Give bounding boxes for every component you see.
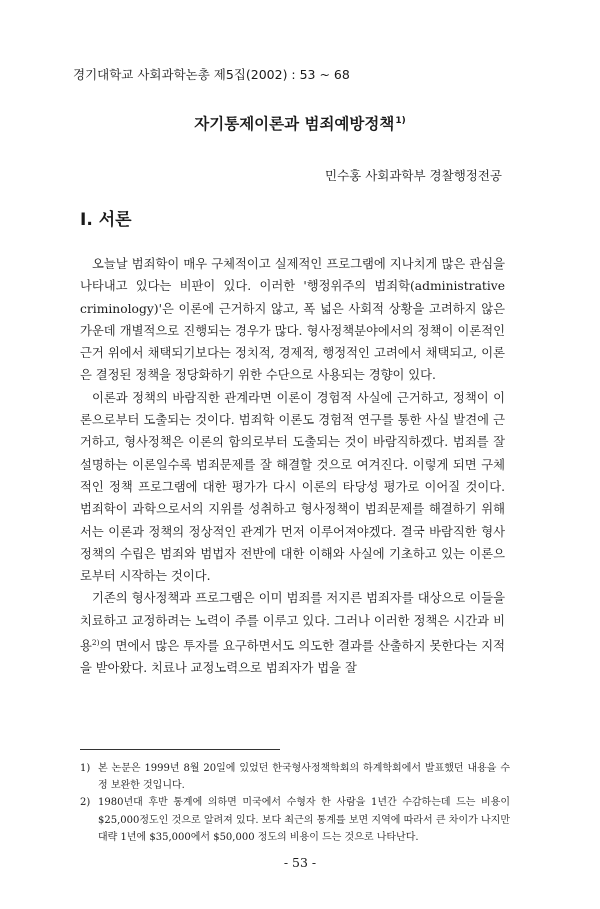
body-text: [80, 253, 505, 680]
footnote-text: 1980년대 후반 통계에 의하면 미국에서 수형자 한 사람을 1년간 수감하는데 드는 비용이 $25,000정도인 것으로 알려져 있다. 보다 최근의 통계를 보면 지역에 따라서 큰 차이가 나지만 대략 1년에 $35,000에서 $50,000 정도의 비용이 드는 것으로 나타난다.: [98, 797, 510, 843]
article-title: [0, 112, 600, 134]
footnote-number: 2): [80, 797, 91, 809]
section-heading: Ⅰ. 서론: [80, 210, 132, 230]
footnote: [80, 760, 510, 794]
footnotes: [80, 760, 510, 846]
paragraph: 이론과 정책의 바람직한 관계라면 이론이 경험적 사실에 근거하고, 정책이 이론으로부터 도출되는 것이다. 범죄학 이론도 경험적 연구를 통한 사실 발견에 근거하고, 형사정책은 이론의 함의로부터 도출되는 것이 바람직하겠다. 범죄를 잘 설명하는 이론일수록 범죄문제를 잘 해결할 것으로 여겨진다. 이렇게 되면 구체적인 정책 프로그램에 대한 평가가 다시 이론의 타당성 평가로 이어질 것이다. 범죄학이 과학으로서의 지위를 성취하고 형사정책이 범죄문제를 해결하기 위해서는 이론과 정책의 정상적인 관계가 먼저 이루어져야겠다. 결국 바람직한 형사정책의 수립은 범죄와 범법자 전반에 대한 이해와 사실에 기초하고 있는 이론으로부터 시작하는 것이다.: [80, 390, 505, 584]
author-affiliation: 민수홍 사회과학부 경찰행정전공: [325, 168, 502, 183]
paragraph: [80, 587, 505, 679]
footnote-marker: 2): [91, 638, 100, 648]
article-title-text: 자기통제이론과 범죄예방정책: [194, 115, 395, 133]
paragraph-text: 기존의 형사정책과 프로그램은 이미 범죄를 저지른 범죄자를 대상으로 이들을 치료하고 교정하려는 노력이 주를 이루고 있다. 그러나 이러한 정책은 시간과 비용: [80, 591, 505, 654]
journal-header: 경기대학교 사회과학논총 제5집(2002) : 53 ~ 68: [73, 67, 350, 82]
paragraph-text: 의 면에서 많은 투자를 요구하면서도 의도한 결과를 산출하지 못한다는 지적을 받아왔다. 치료나 교정노력으로 범죄자가 법을 잘: [80, 639, 505, 676]
title-footnote-marker: 1): [395, 116, 406, 126]
footnote-number: 1): [80, 763, 91, 774]
page-number: - 53 -: [283, 855, 317, 870]
footnote-divider: [80, 749, 280, 750]
footnote-text: 본 논문은 1999년 8월 20일에 있었던 한국형사정책학회의 하계학회에서 발표했던 내용을 수정 보완한 것입니다.: [98, 763, 510, 792]
footnote: [80, 794, 510, 846]
paragraph: 오늘날 범죄학이 매우 구체적이고 실제적인 프로그램에 지나치게 많은 관심을 나타내고 있다는 비판이 있다. 이러한 '행정위주의 범죄학(administrative criminology)'은 이론에 근거하지 않고, 폭 넓은 사회적 상황을 고려하지 않은 가운데 개별적으로 진행되는 경우가 많다. 형사정책분야에서의 정책이 이론적인 근거 위에서 채택되기보다는 정치적, 경제적, 행정적인 고려에서 채택되고, 이론은 결정된 정책을 정당화하기 위한 수단으로 사용되는 경향이 있다.: [80, 257, 505, 383]
